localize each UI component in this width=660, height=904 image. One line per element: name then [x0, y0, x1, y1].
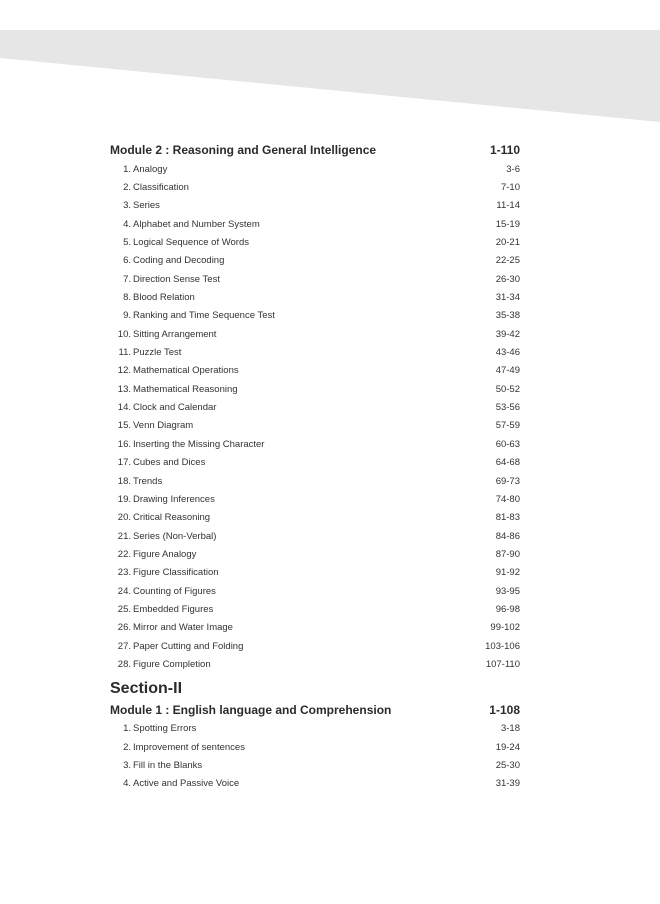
entry-pages: 7-10: [500, 182, 520, 194]
entry-title: Fill in the Blanks: [133, 759, 203, 771]
entry-number: 2.: [123, 182, 131, 194]
toc-entry: [110, 252, 520, 270]
entry-number: 22.: [117, 548, 131, 560]
entry-number: 13.: [117, 383, 131, 395]
entry-number: 25.: [117, 603, 131, 615]
entry-pages: 64-68: [495, 457, 520, 469]
entry-title: Cubes and Dices: [133, 457, 206, 469]
toc-entry: [110, 215, 520, 233]
toc-entry: [110, 775, 520, 793]
toc-entry: [110, 619, 520, 637]
table-of-contents: [110, 140, 520, 793]
toc-entry: [110, 325, 520, 343]
entry-title: Coding and Decoding: [133, 255, 225, 267]
entry-pages: 20-21: [495, 237, 520, 249]
entry-pages: 31-39: [495, 778, 520, 790]
toc-entry: [110, 233, 520, 251]
entry-title: Mirror and Water Image: [133, 622, 233, 634]
entry-title: Mathematical Operations: [133, 365, 239, 377]
entry-number: 28.: [117, 658, 131, 670]
entry-pages: 26-30: [495, 273, 520, 285]
entry-number: 26.: [117, 622, 131, 634]
entry-number: 10.: [117, 328, 131, 340]
entry-number: 7.: [123, 273, 131, 285]
entry-title: Mathematical Reasoning: [133, 383, 238, 395]
entry-title: Clock and Calendar: [133, 402, 217, 414]
toc-entry: [110, 178, 520, 196]
entry-pages: 31-34: [495, 292, 520, 304]
entry-number: 16.: [117, 438, 131, 450]
toc-entry: [110, 454, 520, 472]
entry-title: Blood Relation: [133, 292, 195, 304]
entry-pages: 87-90: [495, 548, 520, 560]
entry-number: 2.: [123, 741, 131, 753]
entry-number: 1.: [123, 723, 131, 735]
decorative-header-band: [0, 0, 660, 130]
module-2-entries: [110, 160, 520, 674]
entry-number: 21.: [117, 530, 131, 542]
toc-entry: [110, 417, 520, 435]
entry-title: Spotting Errors: [133, 723, 197, 735]
entry-number: 11.: [118, 347, 131, 359]
module-title: Module 2 : Reasoning and General Intelligence: [110, 143, 377, 157]
entry-title: Classification: [133, 182, 189, 194]
entry-title: Alphabet and Number System: [133, 218, 260, 230]
entry-number: 3.: [123, 200, 131, 212]
entry-number: 1.: [123, 163, 131, 175]
entry-title: Ranking and Time Sequence Test: [133, 310, 275, 322]
entry-pages: 103-106: [485, 640, 520, 652]
entry-title: Improvement of sentences: [133, 741, 245, 753]
entry-title: Active and Passive Voice: [133, 778, 240, 790]
entry-title: Sitting Arrangement: [133, 328, 217, 340]
module-page-range: 1-110: [489, 143, 520, 157]
entry-title: Analogy: [133, 163, 168, 175]
entry-number: 15.: [117, 420, 131, 432]
toc-entry: [110, 637, 520, 655]
entry-pages: 35-38: [495, 310, 520, 322]
entry-number: 17.: [117, 457, 131, 469]
toc-entry: [110, 362, 520, 380]
entry-number: 9.: [123, 310, 131, 322]
entry-number: 3.: [123, 759, 131, 771]
entry-title: Embedded Figures: [133, 603, 214, 615]
entry-number: 5.: [123, 237, 131, 249]
entry-title: Venn Diagram: [133, 420, 194, 432]
entry-number: 4.: [123, 218, 131, 230]
entry-number: 18.: [117, 475, 131, 487]
entry-pages: 57-59: [495, 420, 520, 432]
entry-number: 19.: [117, 493, 131, 505]
toc-entry: [110, 655, 520, 673]
entry-number: 6.: [123, 255, 131, 267]
entry-pages: 11-14: [496, 200, 520, 212]
entry-pages: 47-49: [495, 365, 520, 377]
entry-title: Series: [133, 200, 160, 212]
entry-number: 27.: [117, 640, 131, 652]
toc-entry: [110, 288, 520, 306]
entry-number: 14.: [117, 402, 131, 414]
module-title: Module 1 : English language and Comprehension: [110, 702, 392, 717]
entry-pages: 60-63: [495, 438, 520, 450]
entry-number: 23.: [117, 567, 131, 579]
entry-title: Paper Cutting and Folding: [133, 640, 244, 652]
toc-entry: [110, 509, 520, 527]
entry-pages: 15-19: [495, 218, 520, 230]
entry-title: Series (Non-Verbal): [133, 530, 217, 542]
toc-entry: [110, 600, 520, 618]
toc-entry: [110, 738, 520, 756]
entry-pages: 84-86: [495, 530, 520, 542]
entry-pages: 22-25: [495, 255, 520, 267]
entry-pages: 50-52: [495, 383, 520, 395]
module-1-entries: [110, 720, 520, 793]
toc-entry: [110, 545, 520, 563]
entry-pages: 96-98: [495, 603, 520, 615]
entry-title: Drawing Inferences: [133, 493, 215, 505]
toc-entry: [110, 472, 520, 490]
entry-pages: 81-83: [495, 512, 520, 524]
module-page-range: 1-108: [489, 702, 520, 717]
entry-pages: 3-6: [506, 163, 520, 175]
toc-entry: [110, 564, 520, 582]
entry-number: 24.: [117, 585, 131, 597]
toc-entry: [110, 756, 520, 774]
entry-pages: 91-92: [495, 567, 520, 579]
entry-title: Direction Sense Test: [133, 273, 220, 285]
entry-title: Figure Classification: [133, 567, 219, 579]
entry-pages: 74-80: [495, 493, 520, 505]
entry-number: 12.: [117, 365, 131, 377]
toc-entry: [110, 490, 520, 508]
toc-entry: [110, 380, 520, 398]
toc-entry: [110, 270, 520, 288]
entry-title: Inserting the Missing Character: [133, 438, 265, 450]
entry-number: 4.: [123, 778, 131, 790]
toc-entry: [110, 527, 520, 545]
entry-number: 8.: [123, 292, 131, 304]
entry-title: Figure Analogy: [133, 548, 197, 560]
toc-entry: [110, 720, 520, 738]
entry-pages: 25-30: [495, 759, 520, 771]
entry-number: 20.: [117, 512, 131, 524]
toc-entry: [110, 435, 520, 453]
entry-pages: 43-46: [495, 347, 520, 359]
toc-entry: [110, 160, 520, 178]
toc-entry: [110, 197, 520, 215]
module-2-header: [110, 140, 520, 160]
toc-entry: [110, 398, 520, 416]
entry-pages: 107-110: [485, 658, 520, 670]
entry-pages: 69-73: [495, 475, 520, 487]
toc-entry: [110, 343, 520, 361]
toc-entry: [110, 307, 520, 325]
entry-title: Logical Sequence of Words: [133, 237, 250, 249]
entry-pages: 53-56: [495, 402, 520, 414]
entry-title: Figure Completion: [133, 658, 211, 670]
entry-pages: 3-18: [500, 723, 520, 735]
entry-pages: 19-24: [495, 741, 520, 753]
entry-pages: 99-102: [490, 622, 520, 634]
entry-title: Puzzle Test: [133, 347, 182, 359]
entry-title: Counting of Figures: [133, 585, 216, 597]
toc-entry: [110, 582, 520, 600]
entry-title: Trends: [133, 475, 163, 487]
entry-pages: 93-95: [495, 585, 520, 597]
entry-pages: 39-42: [495, 328, 520, 340]
module-1-header: [110, 700, 520, 720]
section-title: Section-II: [110, 679, 183, 697]
entry-title: Critical Reasoning: [133, 512, 211, 524]
